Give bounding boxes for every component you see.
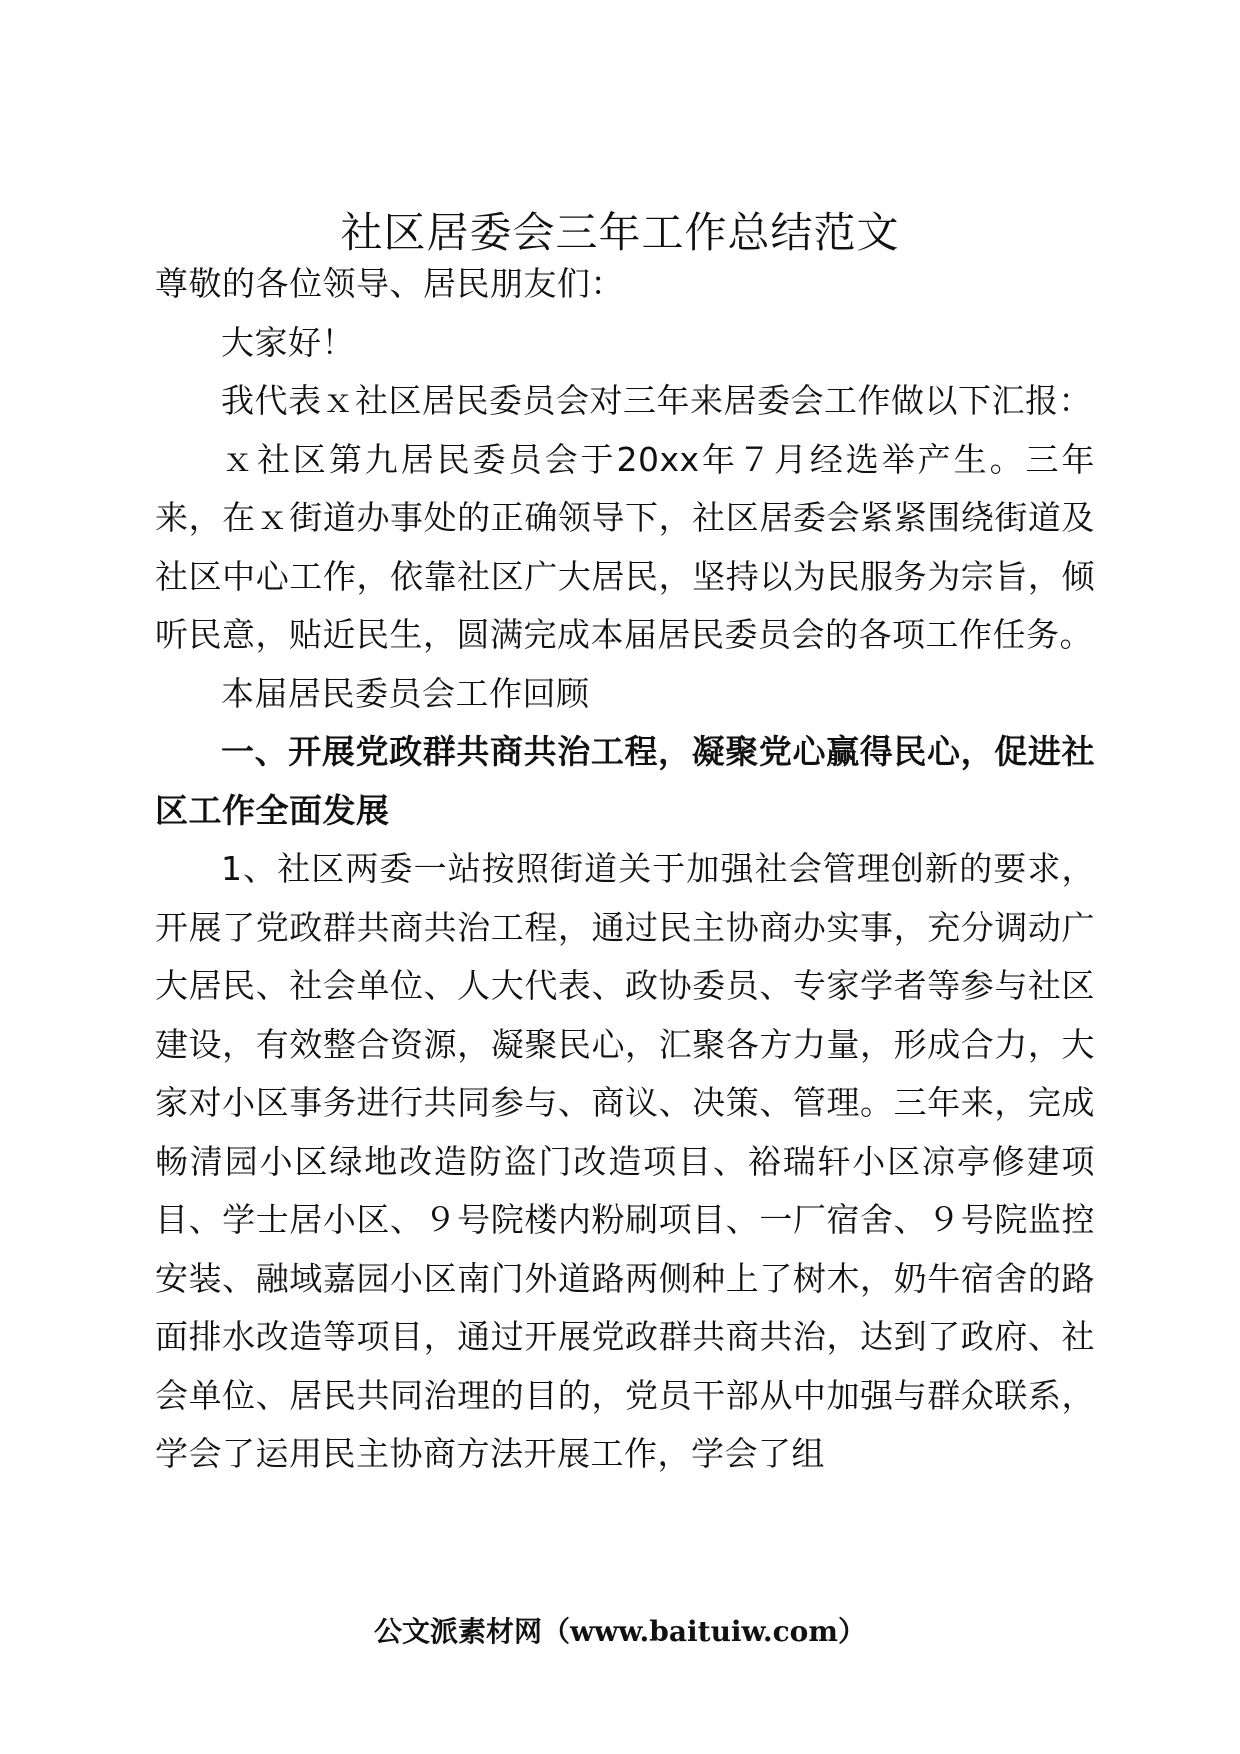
intro-paragraph: 我代表ｘ社区居民委员会对三年来居委会工作做以下汇报： [221, 381, 1092, 420]
section-heading-1: 一、开展党政群共商共治工程，凝聚党心赢得民心，促进社区工作全面发展 [155, 732, 1095, 830]
review-heading: 本届居民委员会工作回顾 [221, 673, 590, 713]
item-1-paragraph: 1、社区两委一站按照街道关于加强社会管理创新的要求，开展了党政群共商共治工程，通过民主协商办实事，充分调动广大居民、社会单位、人大代表、政协委员、专家学者等参与社区建设，有效整合资源，凝聚民心，汇聚各方力量，形成合力，大家对小区事务进行共同参与、商议、决策、管理。三年来，完成畅清园小区绿地改造防盗门改造项目、裕瑞轩小区凉亭修建项目、学士居小区、９号院楼内粉刷项目、一厂宿舍、９号院监控安装、融域嘉园小区南门外道路两侧种上了树木，奶牛宿舍的路面排水改造等项目，通过开展党政群共商共治，达到了政府、社会单位、居民共同治理的目的，党员干部从中加强与群众联系，学会了运用民主协商方法开展工作，学会了组 [155, 849, 1095, 1473]
salutation: 尊敬的各位领导、居民朋友们： [155, 264, 624, 303]
document-title: 社区居委会三年工作总结范文 [340, 208, 900, 257]
footer-watermark: 公文派素材网（www.baituiw.com） [374, 1615, 866, 1648]
greeting: 大家好！ [221, 322, 355, 362]
paragraph-election: ｘ社区第九居民委员会于20xx年７月经选举产生。三年来，在ｘ街道办事处的正确领导下，社区居委会紧紧围绕街道及社区中心工作，依靠社区广大居民，坚持以为民服务为宗旨，倾听民意，贴近民生，圆满完成本届居民委员会的各项工作任务。 [155, 439, 1095, 654]
document-body [155, 255, 1095, 1484]
